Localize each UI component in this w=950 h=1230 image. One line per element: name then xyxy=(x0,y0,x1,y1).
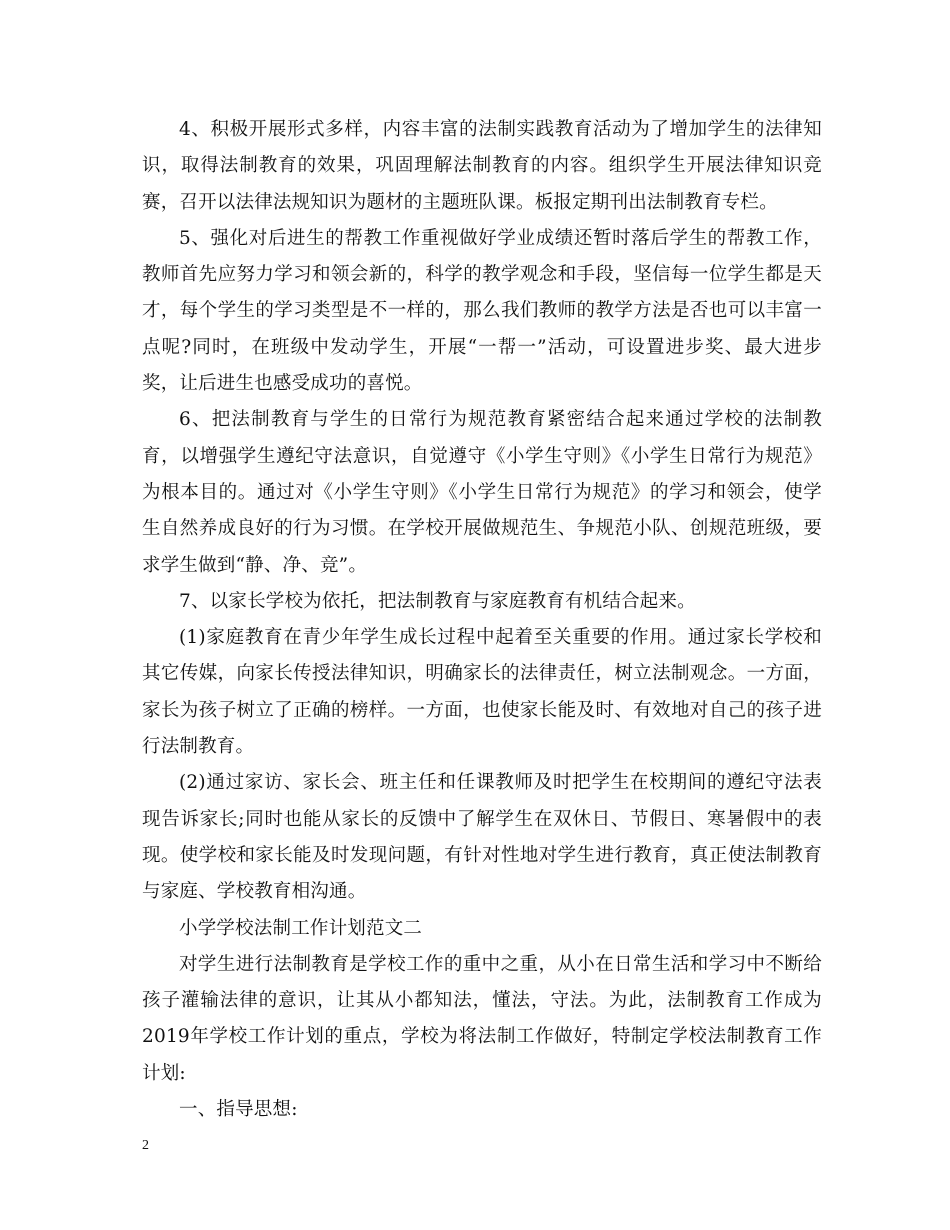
paragraph-item-5: 5、强化对后进生的帮教工作重视做好学业成绩还暂时落后学生的帮教工作，教师首先应努力学习和领会新的，科学的教学观念和手段，坚信每一位学生都是天才，每个学生的学习类型是不一样的，那么我们教师的教学方法是否也可以丰富一点呢?同时，在班级中发动学生，开展“一帮一”活动，可设置进步奖、最大进步奖，让后进生也感受成功的喜悦。 xyxy=(142,227,822,395)
paragraph-subitem-1: (1)家庭教育在青少年学生成长过程中起着至关重要的作用。通过家长学校和其它传媒，向家长传授法律知识，明确家长的法律责任，树立法制观念。一方面，家长为孩子树立了正确的榜样。一方面，也使家长能及时、有效地对自己的孩子进行法制教育。 xyxy=(142,627,822,758)
paragraph-item-7: 7、以家长学校为依托，把法制教育与家庭教育有机结合起来。 xyxy=(179,590,696,612)
paragraph-item-6: 6、把法制教育与学生的日常行为规范教育紧密结合起来通过学校的法制教育，以增强学生遵纪守法意识，自觉遵守《小学生守则》《小学生日常行为规范》为根本目的。通过对《小学生守则》《小学生日常行为规范》的学习和领会，使学生自然养成良好的行为习惯。在学校开展做规范生、争规范小队、创规范班级，要求学生做到“静、净、竞”。 xyxy=(142,409,822,576)
paragraph-subitem-2: (2)通过家访、家长会、班主任和任课教师及时把学生在校期间的遵纪守法表现告诉家长;同时也能从家长的反馈中了解学生在双休日、节假日、寒暑假中的表现。使学校和家长能及时发现问题，有针对性地对学生进行教育，真正使法制教育与家庭、学校教育相沟通。 xyxy=(142,772,822,903)
intro-paragraph: 对学生进行法制教育是学校工作的重中之重，从小在日常生活和学习中不断给孩子灌输法律的意识，让其从小都知法，懂法，守法。为此，法制教育工作成为2019年学校工作计划的重点，学校为将法制工作做好，特制定学校法制教育工作计划: xyxy=(142,953,822,1084)
paragraph-item-4: 4、积极开展形式多样，内容丰富的法制实践教育活动为了增加学生的法律知识，取得法制教育的效果，巩固理解法制教育的内容。组织学生开展法律知识竞赛，召开以法律法规知识为题材的主题班队课。板报定期刊出法制教育专栏。 xyxy=(142,119,822,213)
section-heading: 小学学校法制工作计划范文二 xyxy=(179,917,423,939)
subsection-heading: 一、指导思想: xyxy=(179,1099,298,1121)
page-number: 2 xyxy=(142,1138,149,1153)
document-body xyxy=(142,112,822,1128)
